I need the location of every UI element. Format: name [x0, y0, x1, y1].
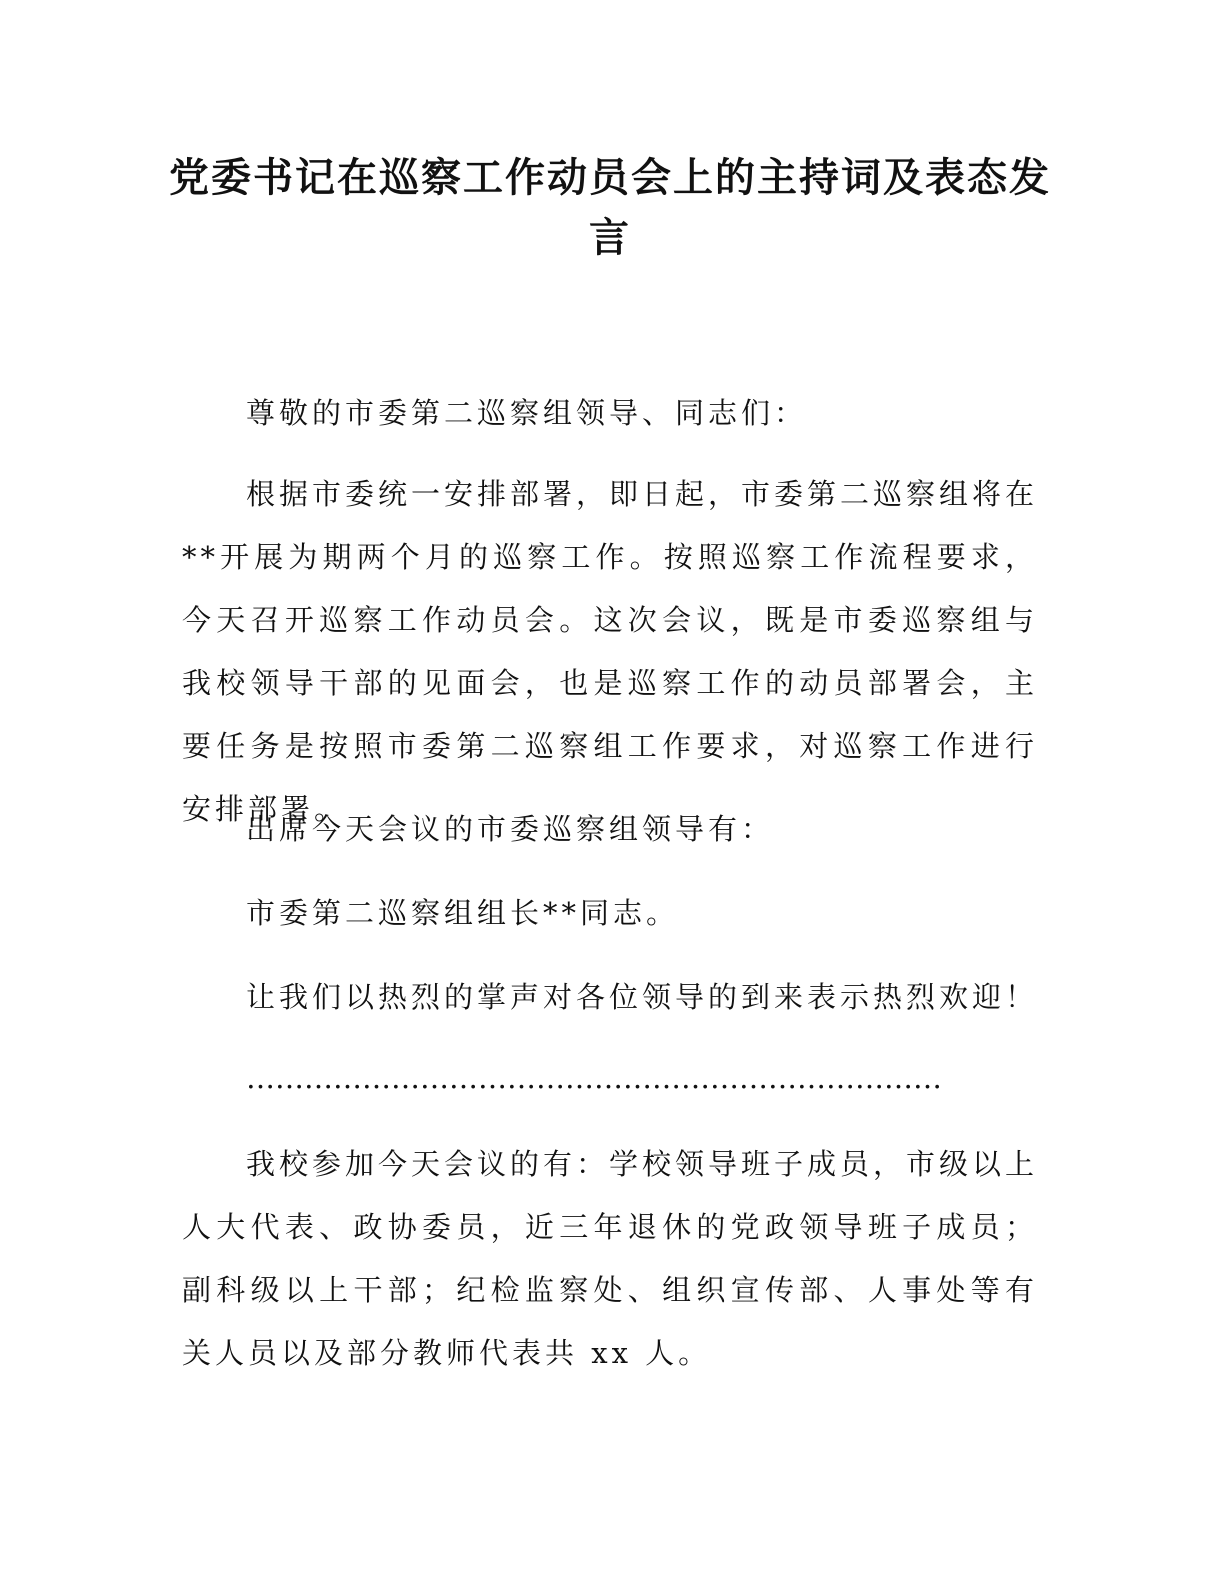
ellipsis-separator: ………………………………………………………………: [246, 1061, 942, 1095]
salutation-paragraph: 尊敬的市委第二巡察组领导、同志们：: [246, 396, 808, 430]
attending-leaders-paragraph: 出席今天会议的市委巡察组领导有：: [246, 812, 775, 846]
document-title: 党委书记在巡察工作动员会上的主持词及表态发言: [169, 155, 1051, 261]
attendees-paragraph: 我校参加今天会议的有：学校领导班子成员，市级以上人大代表、政协委员，近三年退休的党政领导班子成员；副科级以上干部；纪检监察处、组织宣传部、人事处等有关人员以及部分教师代表共 xx 人。: [182, 1147, 1039, 1370]
arrangement-paragraph: 根据市委统一安排部署，即日起，市委第二巡察组将在**开展为期两个月的巡察工作。按照巡察工作流程要求，今天召开巡察工作动员会。这次会议，既是市委巡察组与我校领导干部的见面会，也是巡察工作的动员部署会，主要任务是按照市委第二巡察组工作要求，对巡察工作进行安排部署。: [182, 477, 1039, 826]
team-leader-paragraph: 市委第二巡察组组长**同志。: [246, 896, 680, 930]
welcome-paragraph: 让我们以热烈的掌声对各位领导的到来表示热烈欢迎！: [246, 980, 1039, 1014]
